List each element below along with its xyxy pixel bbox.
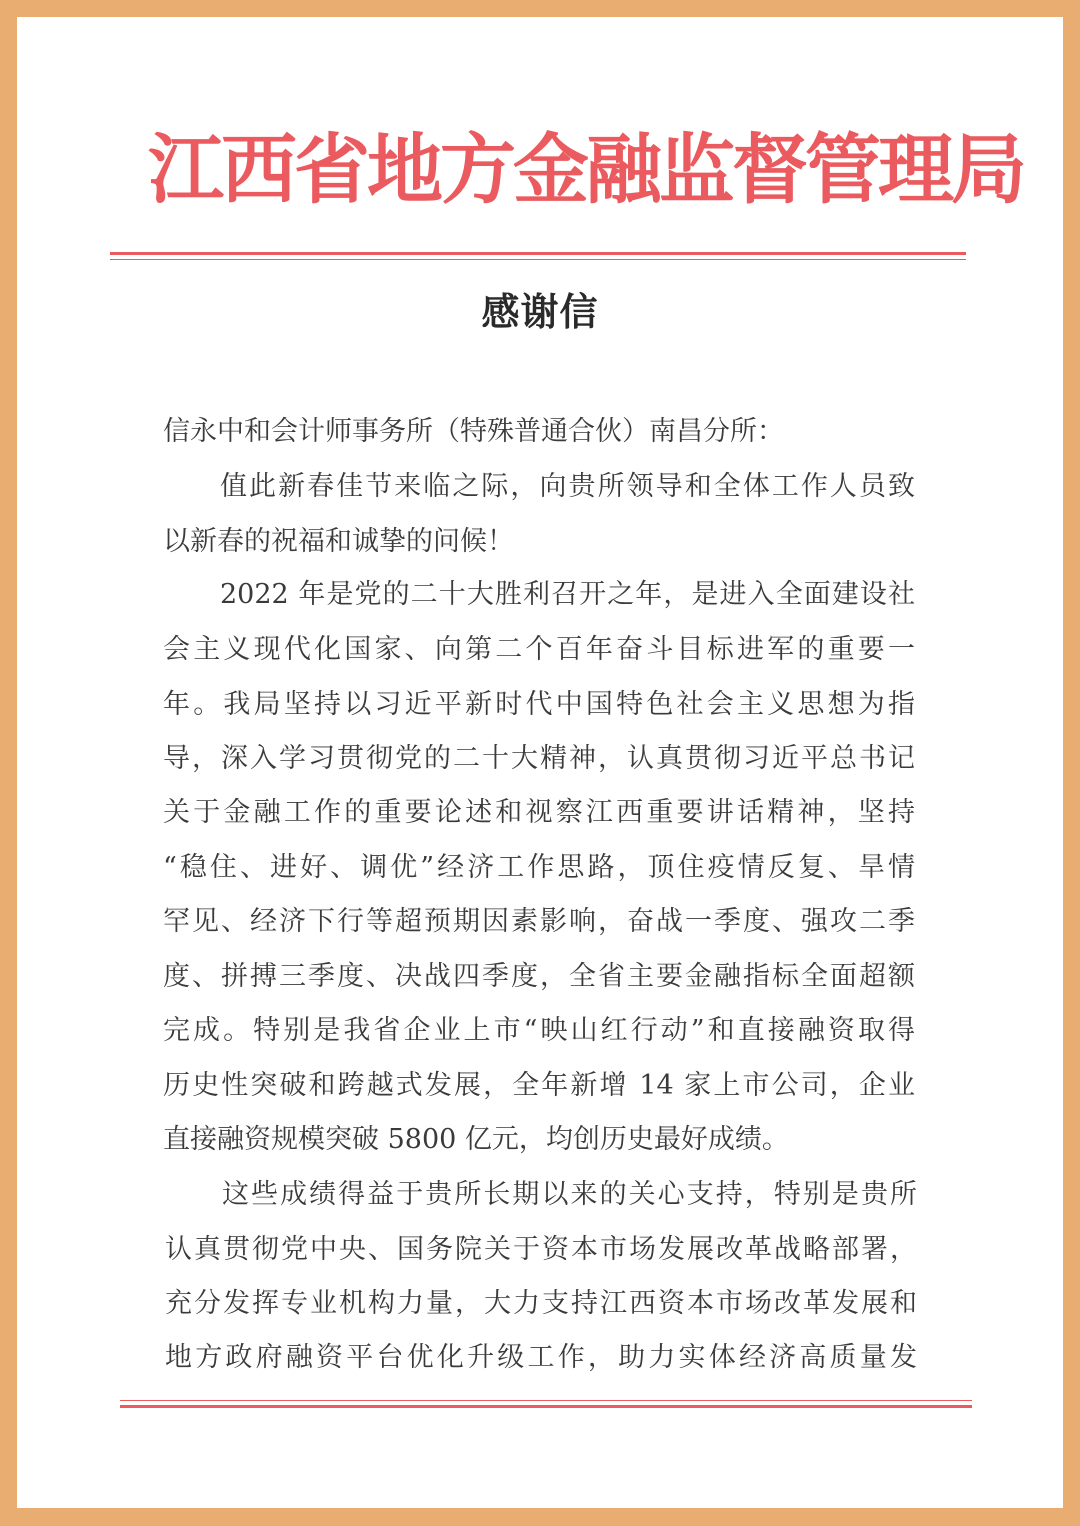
body-line: 直接融资规模突破 5800 亿元，均创历史最好成绩。 [163,1124,789,1155]
body-line: 地方政府融资平台优化升级工作，助力实体经济高质量发 [165,1342,917,1373]
body-line: 这些成绩得益于贵所长期以来的关心支持，特别是贵所 [222,1179,917,1210]
body-line: 年。我局坚持以习近平新时代中国特色社会主义思想为指 [163,689,915,720]
footer-rule-thin [120,1400,972,1401]
letterhead-top-rule-thin [110,259,966,260]
letterhead-top-rule-thick [110,252,966,255]
body-line: 导，深入学习贯彻党的二十大精神，认真贯彻习近平总书记 [163,743,915,774]
body-line: 会主义现代化国家、向第二个百年奋斗目标进军的重要一 [163,634,915,665]
body-line: 认真贯彻党中央、国务院关于资本市场发展改革战略部署， [165,1234,917,1265]
body-line: 完成。特别是我省企业上市“映山红行动”和直接融资取得 [163,1015,915,1046]
body-line: 关于金融工作的重要论述和视察江西重要讲话精神，坚持 [163,797,915,828]
footer-rule-thick [120,1405,972,1408]
body-line: 历史性突破和跨越式发展，全年新增 14 家上市公司，企业 [163,1070,915,1101]
body-line: 2022 年是党的二十大胜利召开之年，是进入全面建设社 [220,579,915,610]
body-line: 充分发挥专业机构力量，大力支持江西资本市场改革发展和 [165,1288,917,1319]
body-line: 罕见、经济下行等超预期因素影响，奋战一季度、强攻二季 [163,906,915,937]
document-title: 感谢信 [481,289,599,334]
body-line: 值此新春佳节来临之际，向贵所领导和全体工作人员致 [220,471,915,502]
letterhead-org-name: 江西省地方金融监督管理局 [148,125,1024,214]
body-line: 度、拼搏三季度、决战四季度，全省主要金融指标全面超额 [163,961,915,992]
body-line: “稳住、进好、调优”经济工作思路，顶住疫情反复、旱情 [163,852,915,883]
salutation-line: 信永中和会计师事务所（特殊普通合伙）南昌分所： [163,416,784,447]
body-line: 以新春的祝福和诚挚的问候！ [163,526,514,557]
